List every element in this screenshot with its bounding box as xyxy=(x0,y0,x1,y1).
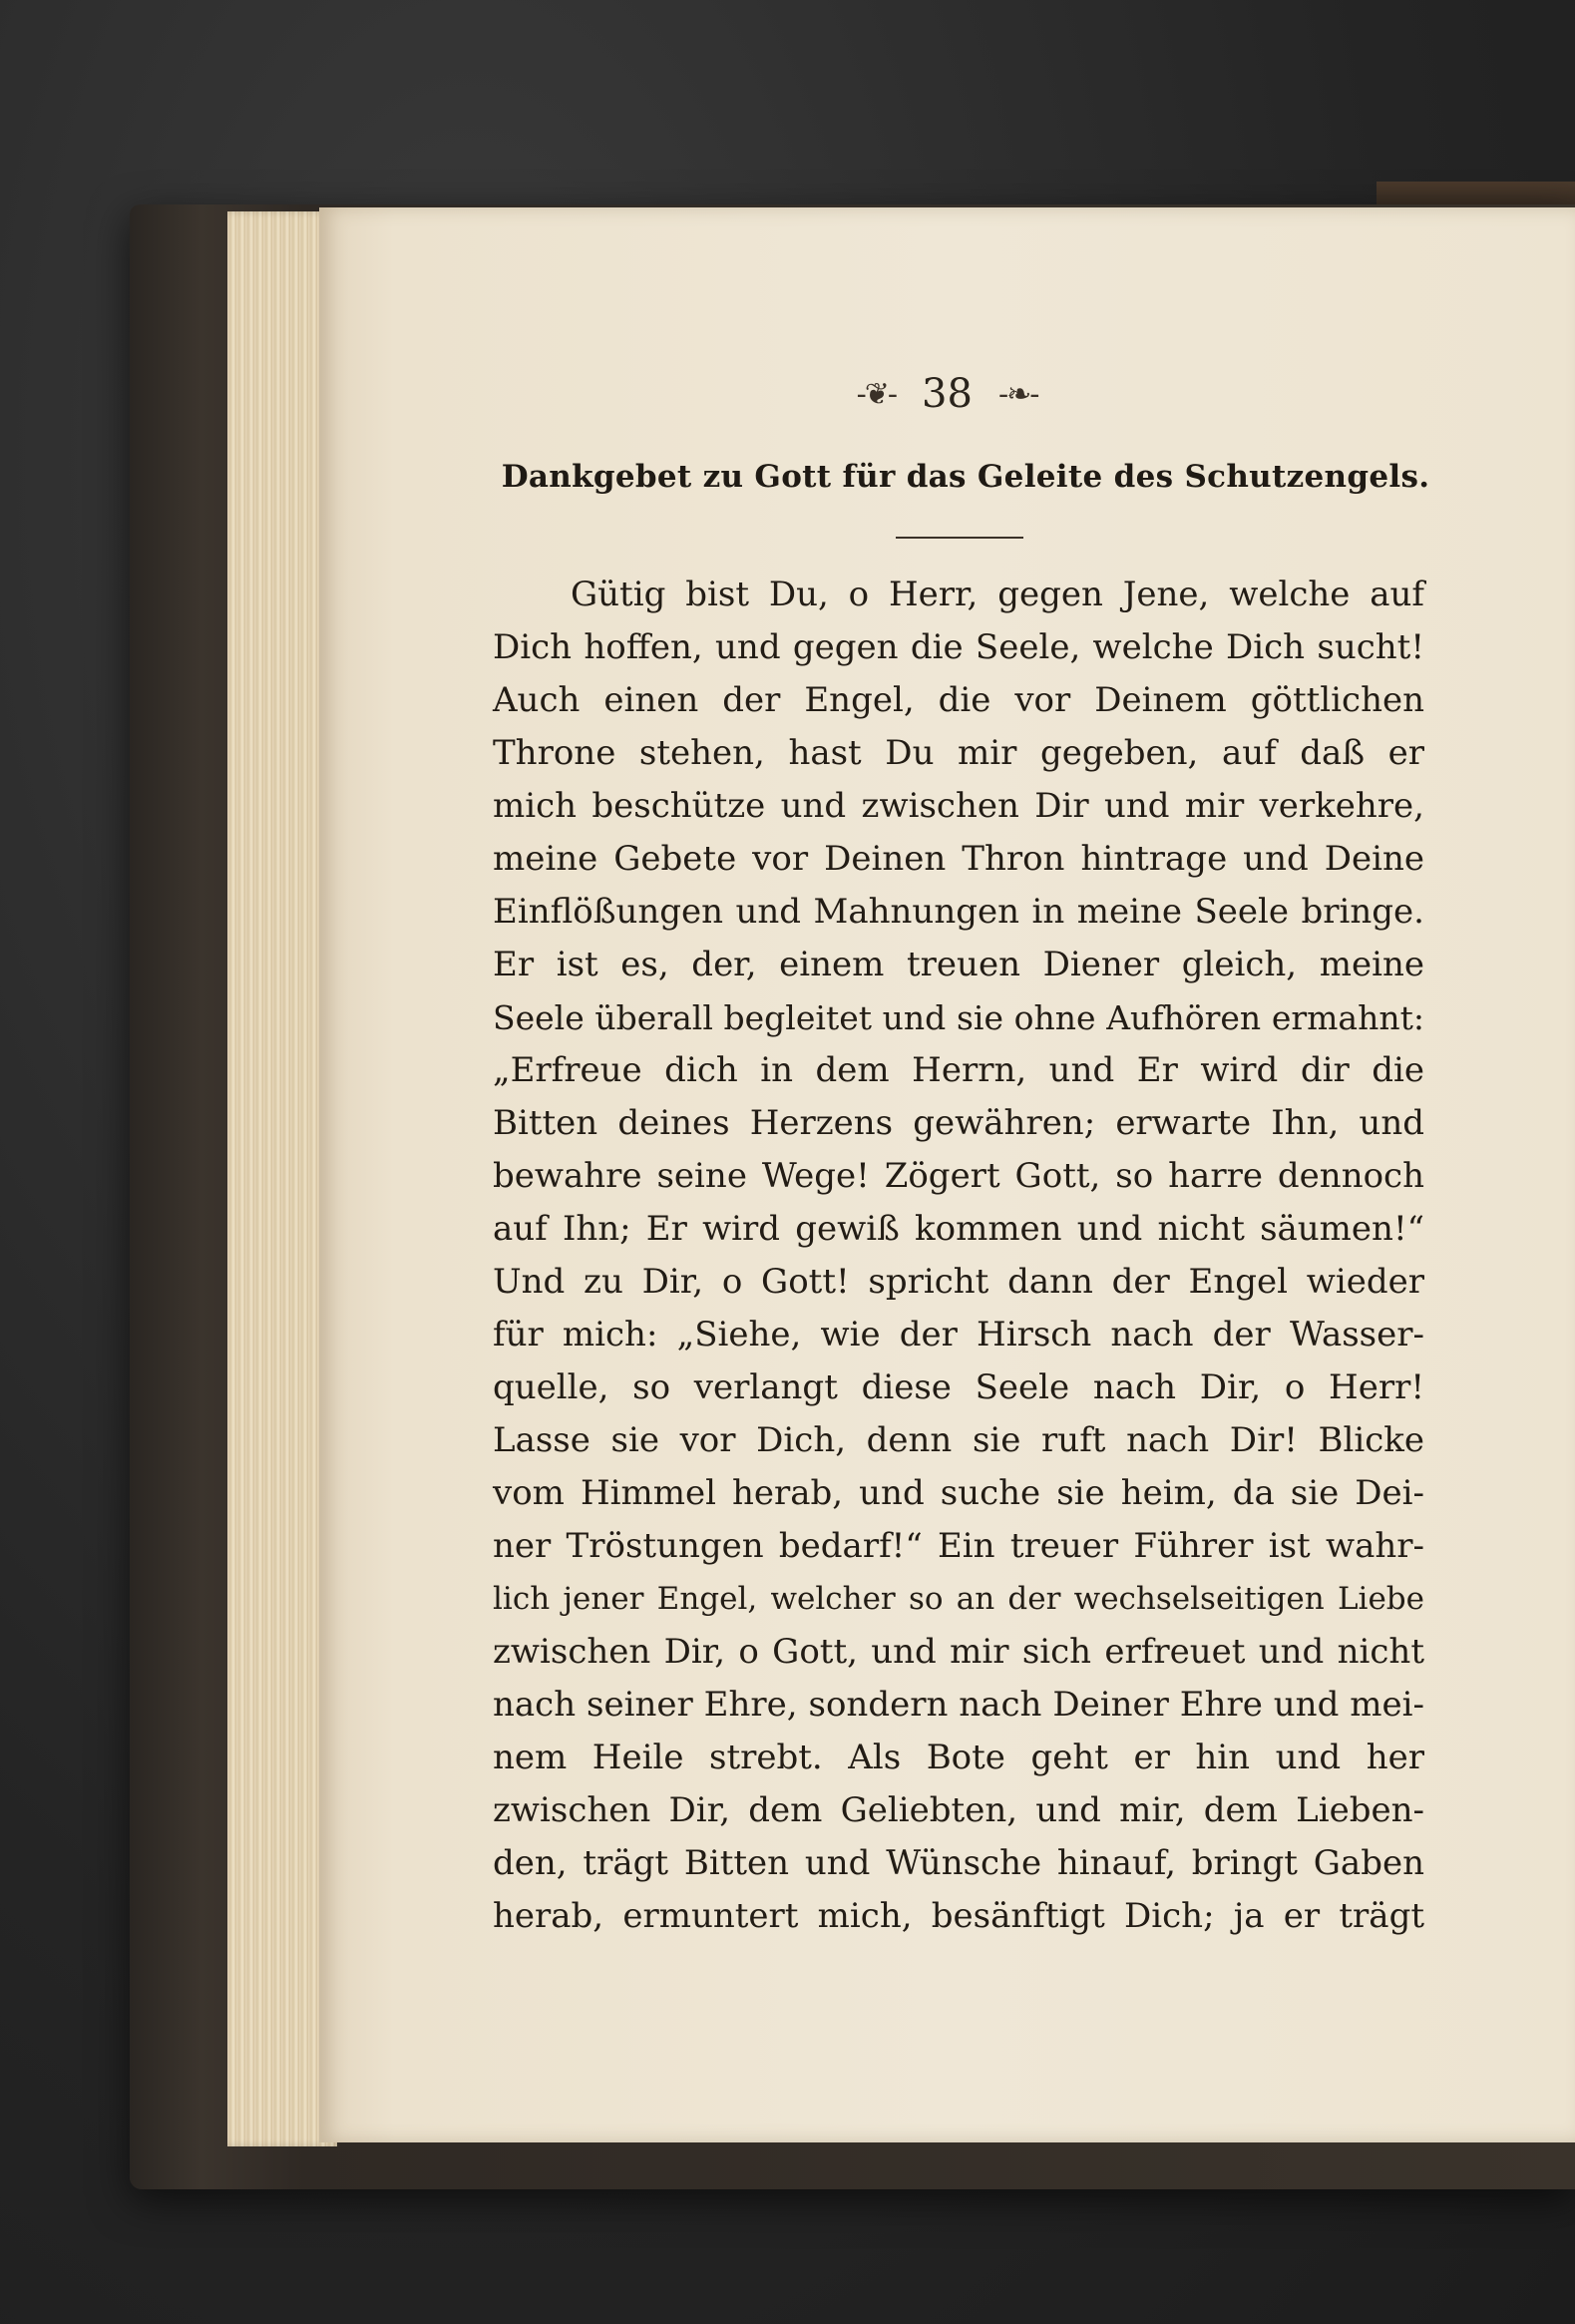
page-title: Dankgebet zu Gott für das Geleite des Schutzengels. xyxy=(501,459,1430,495)
text-line: nem Heile strebt. Als Bote geht er hin und her xyxy=(493,1738,1424,1777)
text-line: zwischen Dir, dem Geliebten, und mir, dem Lieben- xyxy=(493,1790,1424,1830)
right-ornament-icon: -❧- xyxy=(997,376,1038,412)
left-ornament-icon: -❦- xyxy=(856,376,897,412)
text-line: Lasse sie vor Dich, denn sie ruft nach Dir! Blicke xyxy=(493,1420,1424,1460)
text-line: ner Tröstungen bedarf!“ Ein treuer Führer ist wahr- xyxy=(493,1526,1424,1566)
text-line: Er ist es, der, einem treuen Diener gleich, meine xyxy=(493,945,1424,984)
text-line: vom Himmel herab, und suche sie heim, da sie Dei- xyxy=(493,1473,1424,1513)
text-line: den, trägt Bitten und Wünsche hinauf, bringt Gaben xyxy=(493,1843,1424,1883)
body-text xyxy=(493,569,1424,1943)
text-line: Dich hoffen, und gegen die Seele, welche Dich sucht! xyxy=(493,627,1424,667)
text-line: Gütig bist Du, o Herr, gegen Jene, welche auf xyxy=(571,575,1424,614)
text-line: Seele überall begleitet und sie ohne Aufhören ermahnt: xyxy=(493,998,1424,1037)
text-line: nach seiner Ehre, sondern nach Deiner Ehre und mei- xyxy=(493,1685,1424,1725)
text-line: herab, ermuntert mich, besänftigt Dich; ja er trägt xyxy=(493,1896,1424,1936)
text-line: quelle, so verlangt diese Seele nach Dir, o Herr! xyxy=(493,1367,1424,1407)
page-number: 38 xyxy=(922,371,973,417)
text-line: Bitten deines Herzens gewähren; erwarte Ihn, und xyxy=(493,1103,1424,1143)
text-line: zwischen Dir, o Gott, und mir sich erfreuet und nicht xyxy=(493,1632,1424,1672)
text-line: Throne stehen, hast Du mir gegeben, auf daß er xyxy=(493,733,1424,773)
text-line: „Erfreue dich in dem Herrn, und Er wird dir die xyxy=(493,1050,1424,1090)
text-line: Und zu Dir, o Gott! spricht dann der Engel wieder xyxy=(493,1262,1424,1302)
page-header xyxy=(319,369,1575,419)
text-line: auf Ihn; Er wird gewiß kommen und nicht säumen!“ xyxy=(493,1209,1424,1249)
text-line: meine Gebete vor Deinen Thron hintrage und Deine xyxy=(493,839,1424,879)
text-line: Auch einen der Engel, die vor Deinem göttlichen xyxy=(493,680,1424,720)
title-divider xyxy=(896,537,1023,539)
text-line: lich jener Engel, welcher so an der wechselseitigen Liebe xyxy=(493,1581,1424,1617)
text-line: bewahre seine Wege! Zögert Gott, so harre dennoch xyxy=(493,1156,1424,1196)
text-line: mich beschütze und zwischen Dir und mir verkehre, xyxy=(493,786,1424,826)
text-line: für mich: „Siehe, wie der Hirsch nach der Wasser- xyxy=(493,1315,1424,1355)
text-line: Einflößungen und Mahnungen in meine Seele bringe. xyxy=(493,892,1424,932)
